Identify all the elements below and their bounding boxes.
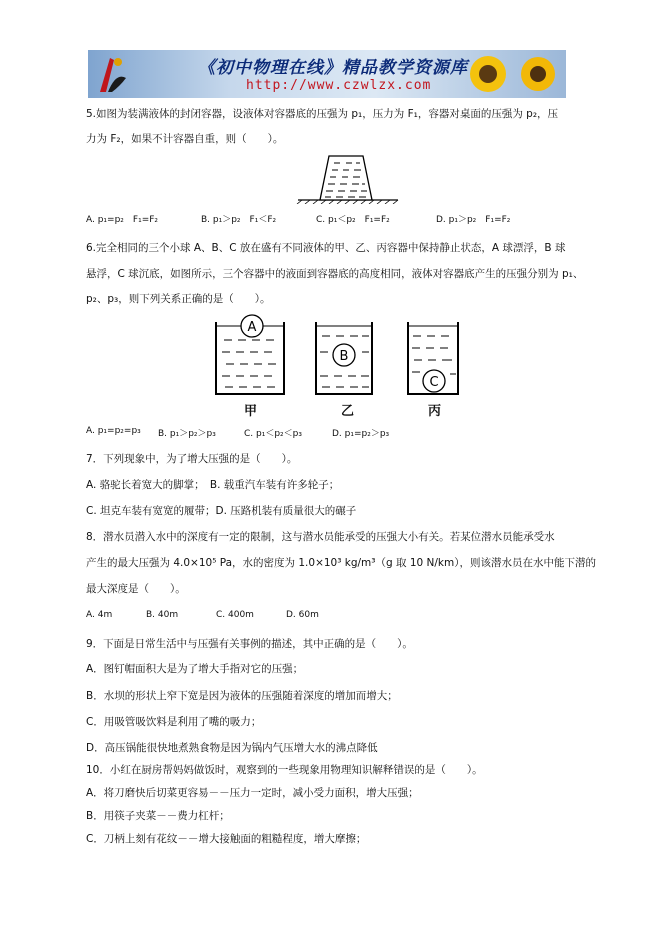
banner-title: 《初中物理在线》精品教学资源库: [198, 58, 468, 78]
q5-option-c: C. p₁＜p₂ F₁=F₂: [316, 215, 390, 225]
ball-b-label: B: [339, 349, 349, 364]
q6-text-line1: 6.完全相同的三个小球 A、B、C 放在盛有不同液体的甲、乙、丙容器中保持静止状态，A 球漂浮，B 球: [86, 242, 566, 254]
sunflower-icon: [466, 52, 510, 96]
q7-text-line1: 7．下列现象中，为了增大压强的是（ ）。: [86, 453, 298, 465]
q6-option-d: D. p₁=p₂＞p₃: [332, 429, 390, 439]
ball-c-label: C: [429, 375, 439, 390]
container-label-yi: 乙: [341, 404, 355, 419]
sunflower-icon: [516, 52, 560, 96]
q6-option-c: C. p₁＜p₂＜p₃: [244, 429, 302, 439]
ball-a-label: A: [247, 320, 257, 335]
q5-text-line2: 力为 F₂，如果不计容器自重，则（ ）。: [86, 133, 284, 145]
q10-option-b: B．用筷子夹菜－－费力杠杆；: [86, 810, 230, 822]
q8-text-line2: 产生的最大压强为 4.0×10⁵ Pa，水的密度为 1.0×10³ kg/m³（g 取 10 N/km），则该潜水员在水中能下潜的: [86, 557, 596, 569]
q9-option-d: D．高压锅能很快地煮熟食物是因为锅内气压增大水的沸点降低: [86, 742, 378, 754]
q8-option-d: D. 60m: [286, 610, 319, 620]
header-banner: [88, 50, 566, 98]
container-label-bing: 丙: [428, 404, 442, 419]
q10-option-a: A．将刀磨快后切菜更容易－－压力一定时，减小受力面积，增大压强；: [86, 787, 419, 799]
q8-text-line3: 最大深度是（ ）。: [86, 583, 186, 595]
logo-icon: [92, 52, 130, 96]
q7-text-line2: A. 骆驼长着宽大的脚掌； B. 载重汽车装有许多轮子；: [86, 479, 340, 491]
q7-text-line3: C. 坦克车装有宽宽的履带；D. 压路机装有质量很大的碾子: [86, 505, 357, 517]
q5-text-line1: 5.如图为装满液体的封闭容器，设液体对容器底的压强为 p₁，压力为 F₁，容器对桌面的压强为 p₂，压: [86, 108, 559, 120]
q5-option-b: B. p₁＞p₂ F₁＜F₂: [201, 215, 277, 225]
q8-option-c: C. 400m: [216, 610, 254, 620]
q6-option-b: B. p₁＞p₂＞p₃: [158, 429, 216, 439]
q9-option-c: C．用吸管吸饮料是利用了嘴的吸力；: [86, 716, 262, 728]
q6-text-line2: 悬浮，C 球沉底，如图所示，三个容器中的液面到容器底的高度相同，液体对容器底产生的压强分别为 p₁、: [86, 268, 584, 280]
q10-text-line1: 10．小红在厨房帮妈妈做饭时，观察到的一些现象用物理知识解释错误的是（ ）。: [86, 764, 483, 776]
q5-container-figure: [296, 152, 400, 204]
q8-option-a: A. 4m: [86, 610, 113, 620]
q8-option-b: B. 40m: [146, 610, 179, 620]
q5-option-a: A. p₁=p₂ F₁=F₂: [86, 215, 159, 225]
q8-text-line1: 8．潜水员潜入水中的深度有一定的限制，这与潜水员能承受的压强大小有关。若某位潜水员能承受水: [86, 531, 555, 543]
q9-option-b: B．水坝的形状上窄下宽是因为液体的压强随着深度的增加而增大；: [86, 690, 398, 702]
banner-url: http://www.czwlzx.com: [246, 78, 432, 93]
container-label-jia: 甲: [244, 404, 258, 419]
q9-option-a: A．图钉帽面积大是为了增大手指对它的压强；: [86, 663, 304, 675]
q6-text-line3: p₂、p₃，则下列关系正确的是（ ）。: [86, 293, 271, 305]
q6-containers-figure: [214, 312, 460, 397]
q9-text-line1: 9．下面是日常生活中与压强有关事例的描述，其中正确的是（ ）。: [86, 638, 413, 650]
q5-option-d: D. p₁＞p₂ F₁=F₂: [436, 215, 511, 225]
q10-option-c: C．刀柄上刻有花纹－－增大接触面的粗糙程度，增大摩擦；: [86, 833, 367, 845]
q6-option-a: A. p₁=p₂=p₃: [86, 426, 141, 436]
